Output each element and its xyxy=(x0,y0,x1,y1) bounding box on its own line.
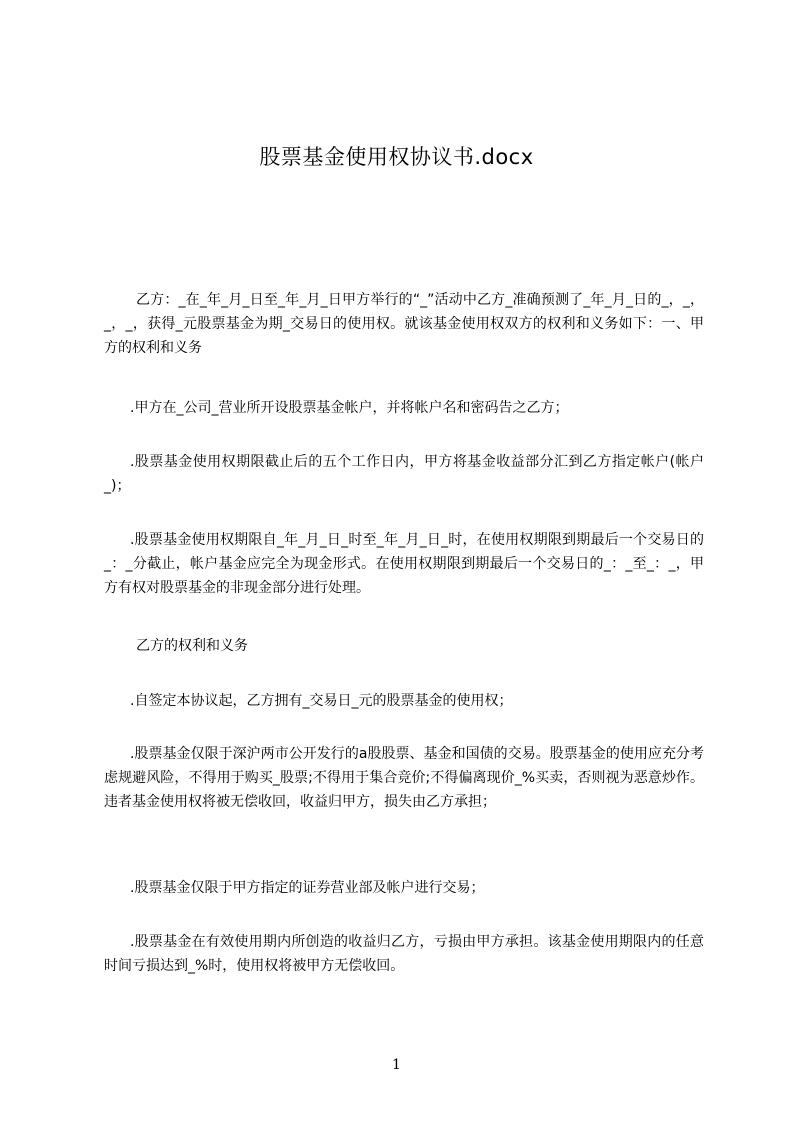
paragraph-party-b-item-2: .股票基金仅限于深沪两市公开发行的a股股票、基金和国债的交易。股票基金的使用应充分考虑规避风险，不得用于购买_股票;不得用于集合竞价;不得偏离现价_%买卖，否则视为恶意炒作。违者基金使用权将被无偿收回，收益归甲方，损失由乙方承担； xyxy=(104,746,704,810)
page-number: 1 xyxy=(392,1057,401,1073)
paragraph-party-a-item-2: .股票基金使用权期限截止后的五个工作日内，甲方将基金收益部分汇到乙方指定帐户(帐户_)； xyxy=(104,454,704,494)
paragraph-party-a-item-3: .股票基金使用权期限自_年_月_日_时至_年_月_日_时，在使用权期限到期最后一个交易日的_：_分截止，帐户基金应完全为现金形式。在使用权期限到期最后一个交易日的_：_至_：_，甲方有权对股票基金的非现金部分进行处理。 xyxy=(104,532,704,596)
paragraph-party-a-item-1: .甲方在_公司_营业所开设股票基金帐户，并将帐户名和密码告之乙方； xyxy=(130,400,569,416)
section-heading-party-b: 乙方的权利和义务 xyxy=(136,638,248,654)
paragraph-party-b-item-3: .股票基金仅限于甲方指定的证券营业部及帐户进行交易； xyxy=(130,880,485,896)
paragraph-party-b-item-1: .自签定本协议起，乙方拥有_交易日_元的股票基金的使用权； xyxy=(130,693,513,709)
document-title: 股票基金使用权协议书.docx xyxy=(259,145,534,169)
paragraph-party-b-item-4: .股票基金在有效使用期内所创造的收益归乙方，亏损由甲方承担。该基金使用期限内的任意时间亏损达到_%时，使用权将被甲方无偿收回。 xyxy=(104,934,704,974)
paragraph-intro: 乙方：_在_年_月_日至_年_月_日甲方举行的“_”活动中乙方_准确预测了_年_月_日的_，_，_，_，获得_元股票基金为期_交易日的使用权。就该基金使用权双方的权利和义务如下：一、甲方的权利和义务 xyxy=(104,292,704,356)
